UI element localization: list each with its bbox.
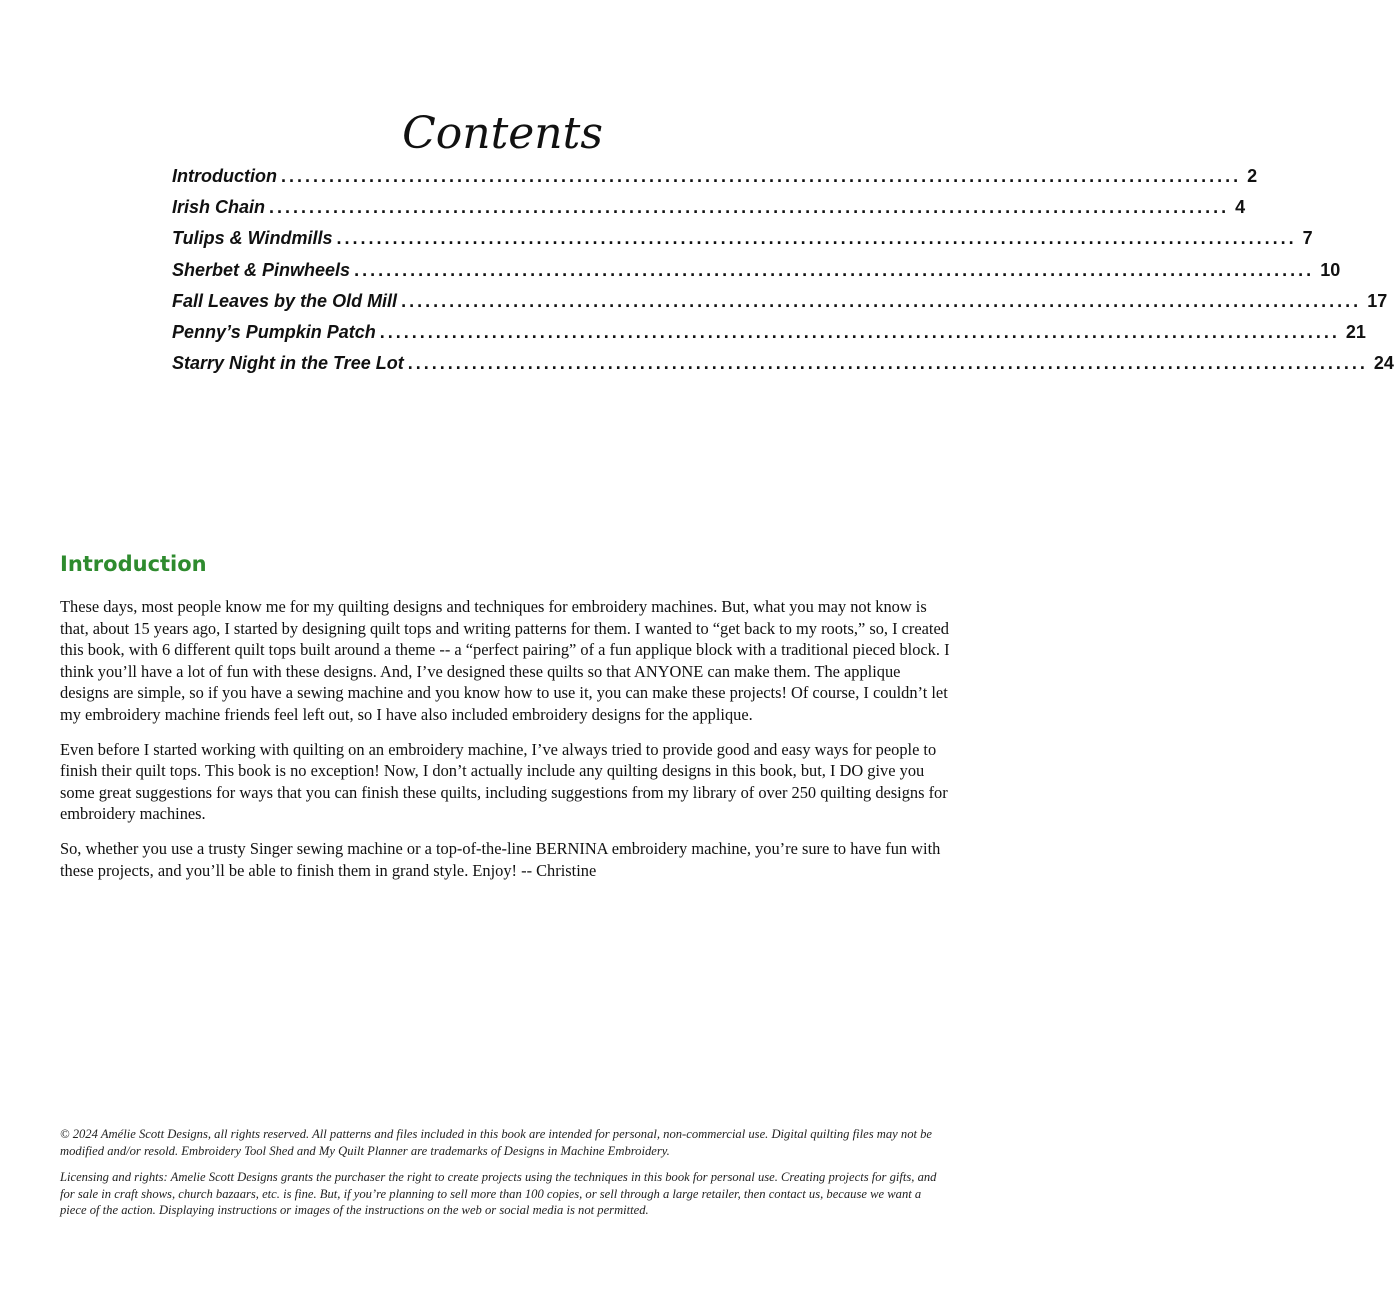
toc-page-number: 24 — [1373, 353, 1394, 374]
toc-dot-leader: ........................................................................................................................ — [354, 259, 1315, 280]
introduction-heading: Introduction — [60, 552, 207, 576]
toc-entry-label: Penny’s Pumpkin Patch — [172, 321, 376, 342]
toc-entry-label: Tulips & Windmills — [172, 228, 333, 249]
toc-entry-irish-chain[interactable] — [172, 197, 1246, 228]
toc-page-number: 2 — [1247, 166, 1258, 186]
toc-entry-fall-leaves[interactable] — [172, 290, 1388, 322]
toc-entry-label: Starry Night in the Tree Lot — [172, 353, 404, 374]
toc-dot-leader: ........................................................................................................................ — [269, 197, 1230, 218]
toc-entry-starry-night[interactable] — [172, 353, 1394, 384]
legal-footer — [60, 1126, 950, 1229]
toc-entry-pennys-pumpkin-patch[interactable] — [172, 321, 1366, 353]
toc-page-number: 10 — [1320, 259, 1341, 280]
toc-entry-label: Fall Leaves by the Old Mill — [172, 290, 398, 311]
copyright-notice: © 2024 Amélie Scott Designs, all rights reserved. All patterns and files included in this book are intended for personal, non-commercial use. Digital quilting files may not be modified and/or resold. Embroidery Tool Shed and My Quilt Planner are trademarks of Designs in Machine Embroidery. — [60, 1127, 933, 1158]
toc-page-number: 21 — [1345, 321, 1366, 342]
toc-page-number: 7 — [1302, 228, 1313, 249]
toc-page-number: 17 — [1367, 290, 1388, 311]
contents-title: Contents — [402, 108, 603, 159]
toc-dot-leader: ........................................................................................................................ — [401, 290, 1362, 311]
licensing-notice: Licensing and rights: Amelie Scott Designs grants the purchaser the right to create projects using the techniques in this book for personal use. Creating projects for gifts, and for sale in craft shows, church bazaars, etc. is fine. But, if you’re planning to sell more than 100 copies, or sell through a large retailer, then contact us, because we want a piece of the action. Displaying instructions or images of the instructions on the web or social media is not permitted. — [60, 1170, 937, 1218]
introduction-paragraph: These days, most people know me for my quilting designs and techniques for embroidery machines. But, what you may not know is that, about 15 years ago, I started by designing quilt tops and writing patterns for them. I wanted to “get back to my roots,” so, I created this book, with 6 different quilt tops built around a theme -- a “perfect pairing” of a fun applique block with a traditional pieced block. I think you’ll have a lot of fun with these designs. And, I’ve designed these quilts so that ANYONE can make them. The applique designs are simple, so if you have a sewing machine and you know how to use it, you can make these projects! Of course, I couldn’t let my embroidery machine friends feel left out, so I have also included embroidery designs for the applique. — [60, 597, 950, 724]
toc-entry-sherbet-pinwheels[interactable] — [172, 259, 1341, 291]
toc-entry-label: Introduction — [172, 166, 277, 186]
toc-entry-tulips-windmills[interactable] — [172, 228, 1313, 259]
introduction-paragraph: Even before I started working with quilting on an embroidery machine, I’ve always tried to provide good and easy ways for people to finish their quilt tops. This book is no exception! Now, I don’t actually include any quilting designs in this book, but, I DO give you some great suggestions for ways that you can finish these quilts, including suggestions from my library of over 250 quilting designs for embroidery machines. — [60, 739, 948, 824]
introduction-body — [60, 596, 950, 894]
table-of-contents — [172, 166, 1394, 384]
toc-dot-leader: ........................................................................................................................ — [379, 321, 1340, 342]
toc-entry-introduction[interactable] — [172, 166, 1258, 197]
toc-page-number: 4 — [1235, 197, 1246, 218]
toc-dot-leader: ........................................................................................................................ — [407, 353, 1368, 374]
toc-entry-label: Sherbet & Pinwheels — [172, 259, 351, 280]
toc-dot-leader: ........................................................................................................................ — [280, 166, 1242, 186]
toc-entry-label: Irish Chain — [172, 197, 266, 218]
toc-dot-leader: ........................................................................................................................ — [336, 228, 1297, 249]
introduction-paragraph: So, whether you use a trusty Singer sewing machine or a top-of-the-line BERNINA embroidery machine, you’re sure to have fun with these projects, and you’ll be able to finish them in grand style. Enjoy! -- Christine — [60, 838, 941, 880]
